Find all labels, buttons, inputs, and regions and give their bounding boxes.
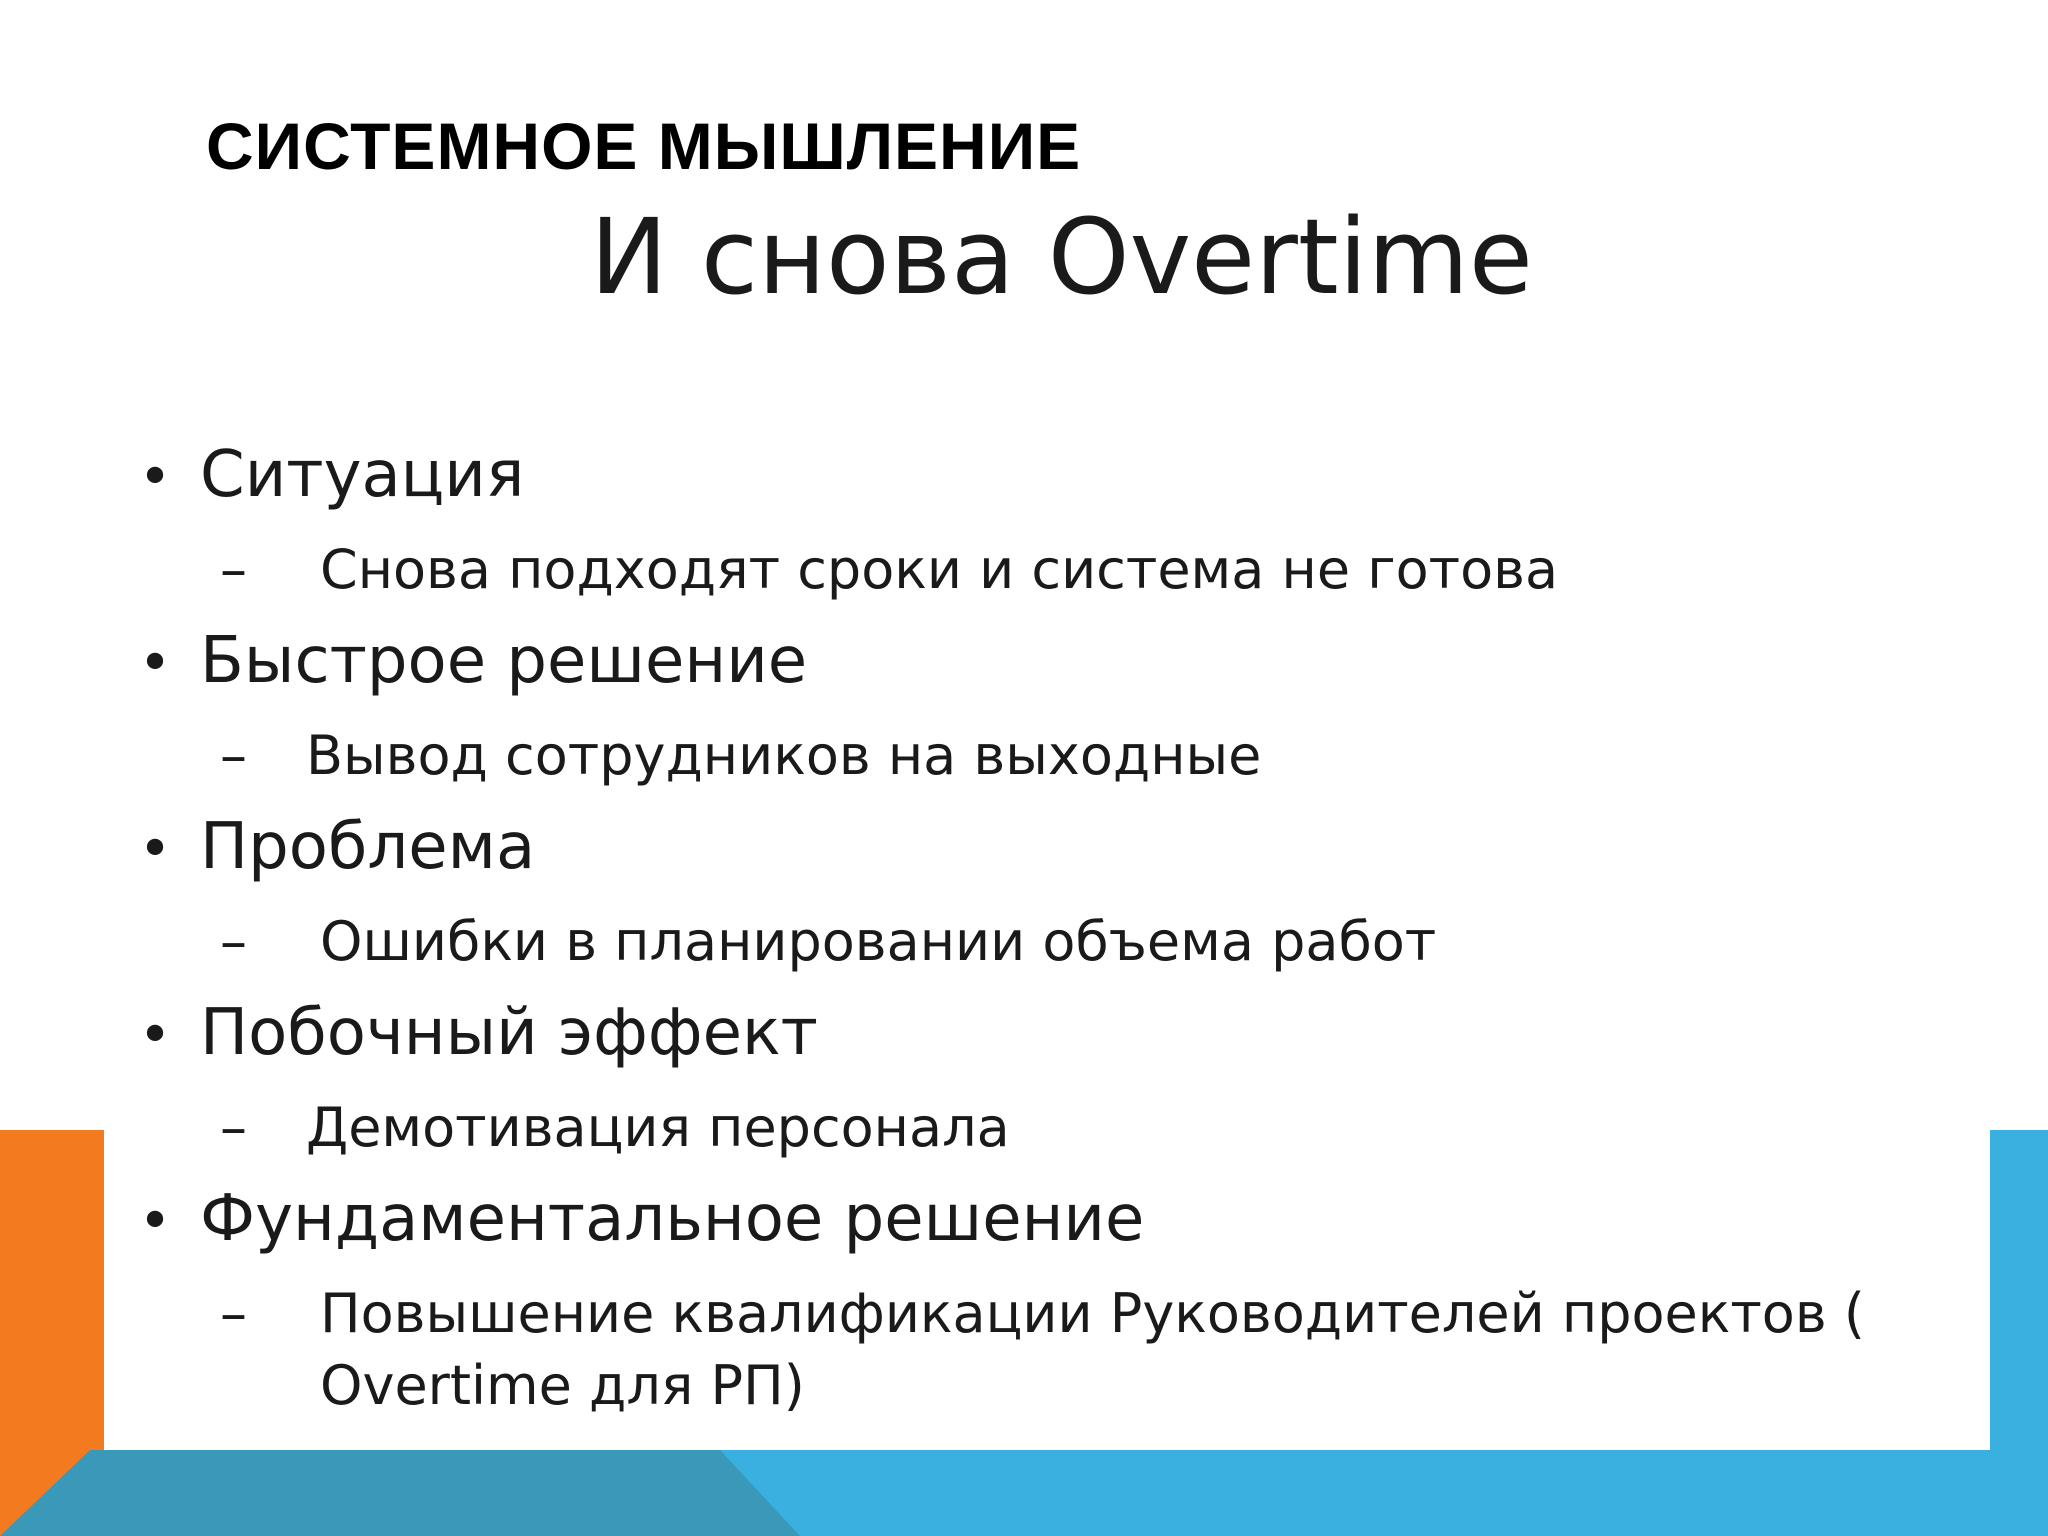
sub-item	[110, 1092, 1990, 1182]
sub-item-text: Снова подходят сроки и система не готова	[320, 538, 1559, 601]
bullet-label: Проблема	[200, 810, 536, 884]
bullet-item	[110, 624, 1990, 720]
dash-icon: –	[220, 538, 247, 601]
bullet-label: Фундаментальное решение	[200, 1182, 1145, 1256]
sub-item-text: Демотивация персонала	[306, 1096, 1010, 1159]
sub-item	[110, 720, 1990, 810]
dash-icon: –	[220, 1282, 247, 1345]
bullet-icon: •	[138, 1189, 172, 1254]
bullet-icon: •	[138, 631, 172, 696]
bullet-item	[110, 438, 1990, 534]
bullet-item	[110, 810, 1990, 906]
bullet-item	[110, 1182, 1990, 1278]
bottom-accent-trapezoid	[0, 1450, 800, 1536]
bullet-label: Быстрое решение	[200, 624, 808, 698]
sub-item-text: Вывод сотрудников на выходные	[306, 724, 1262, 787]
bullet-icon: •	[138, 445, 172, 510]
bullet-label: Побочный эффект	[200, 996, 818, 1070]
sub-item	[110, 906, 1990, 996]
sub-item	[110, 1278, 1990, 1422]
dash-icon: –	[220, 724, 247, 787]
sub-item	[110, 534, 1990, 624]
bullet-icon: •	[138, 817, 172, 882]
sub-item-text: Повышение квалификации Руководителей проектов ( Overtime для РП)	[320, 1282, 1865, 1417]
dash-icon: –	[220, 910, 247, 973]
slide-subtitle: И снова Overtime	[590, 196, 1533, 318]
bullet-list	[110, 438, 1990, 1422]
slide-title: СИСТЕМНОЕ МЫШЛЕНИЕ	[206, 109, 1082, 183]
bullet-icon: •	[138, 1003, 172, 1068]
sub-item-text: Ошибки в планировании объема работ	[320, 910, 1437, 973]
bullet-item	[110, 996, 1990, 1092]
dash-icon: –	[220, 1096, 247, 1159]
bullet-label: Ситуация	[200, 438, 525, 512]
